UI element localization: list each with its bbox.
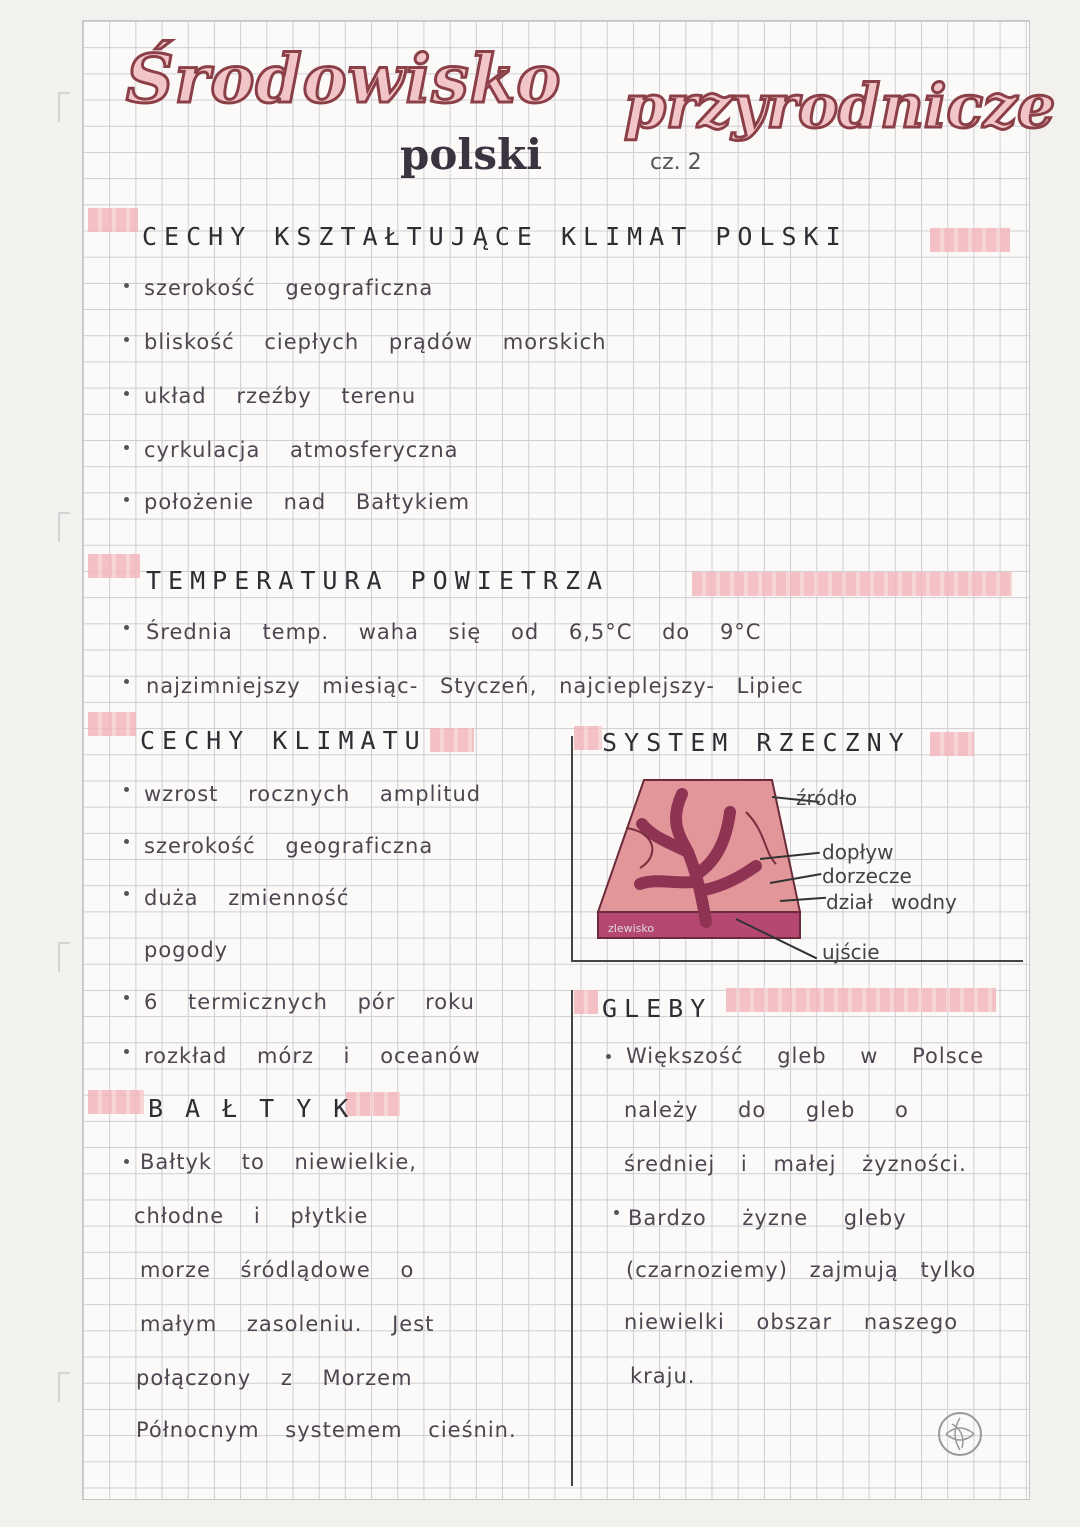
globe-icon <box>938 1412 982 1456</box>
bullet <box>124 625 129 630</box>
list-item-continuation: pogody <box>144 938 229 962</box>
paragraph-line: Bardzo żyzne gleby <box>628 1206 907 1230</box>
bullet <box>124 679 129 684</box>
paragraph-line: Północnym systemem cieśnin. <box>136 1418 517 1442</box>
list-item: szerokość geograficzna <box>144 834 434 858</box>
label-watershed: dział wodny <box>826 890 957 914</box>
list-item: cyrkulacja atmosferyczna <box>144 438 459 462</box>
bullet <box>606 1054 611 1059</box>
bullet <box>124 891 129 896</box>
page-mark <box>58 1372 70 1402</box>
bullet <box>124 283 129 288</box>
paragraph-line: połączony z Morzem <box>136 1366 413 1390</box>
bullet <box>124 445 129 450</box>
paragraph-line: chłodne i płytkie <box>134 1204 369 1228</box>
section-heading-climate-features: CECHY KLIMATU <box>140 726 427 755</box>
list-item: Średnia temp. waha się od 6,5°C do 9°C <box>146 620 762 644</box>
bullet <box>124 839 129 844</box>
label-mouth: ujście <box>822 940 880 964</box>
bullet <box>124 337 129 342</box>
subtitle: polski <box>400 130 543 179</box>
bullet <box>124 1159 129 1164</box>
highlight-band <box>574 990 598 1014</box>
highlight-band <box>574 726 602 750</box>
list-item: położenie nad Bałtykiem <box>144 490 471 514</box>
section-heading-baltic: BAŁTYK <box>148 1094 371 1123</box>
page-mark <box>58 942 70 972</box>
list-item: najzimniejszy miesiąc- Styczeń, najcieplejszy- Lipiec <box>146 674 804 698</box>
list-item: układ rzeźby terenu <box>144 384 417 408</box>
label-river-basin: dorzecze <box>822 864 912 888</box>
highlight-band <box>930 228 1010 252</box>
list-item: wzrost rocznych amplitud <box>144 782 482 806</box>
page-mark <box>58 512 70 542</box>
divider <box>571 990 573 1486</box>
list-item: duża zmienność <box>144 886 350 910</box>
paragraph-line: średniej i małej żyzności. <box>624 1152 967 1176</box>
bullet <box>124 787 129 792</box>
list-item: rozkład mórz i oceanów <box>144 1044 481 1068</box>
diagram-estuary-label: zlewisko <box>608 922 655 935</box>
bullet <box>124 995 129 1000</box>
section-heading-soils: GLEBY <box>602 994 713 1023</box>
divider <box>571 960 1023 962</box>
label-tributary: dopływ <box>822 840 894 864</box>
paragraph-line: należy do gleb o <box>624 1098 909 1122</box>
part-number: cz. 2 <box>650 150 702 175</box>
highlight-band <box>726 988 996 1012</box>
bullet <box>124 497 129 502</box>
section-heading-river-system: SYSTEM RZECZNY <box>602 728 911 757</box>
section-heading-climate-factors: CECHY KSZTAŁTUJĄCE KLIMAT POLSKI <box>142 222 848 251</box>
highlight-band <box>88 554 140 578</box>
paragraph-line: (czarnoziemy) zajmują tylko <box>626 1258 977 1282</box>
paragraph-line: małym zasoleniu. Jest <box>140 1312 435 1336</box>
section-heading-temperature: TEMPERATURA POWIETRZA <box>146 566 610 595</box>
highlight-band <box>692 572 1012 596</box>
paragraph-line: Większość gleb w Polsce <box>626 1044 985 1068</box>
paragraph-line: Bałtyk to niewielkie, <box>140 1150 417 1174</box>
list-item: szerokość geograficzna <box>144 276 434 300</box>
highlight-band <box>930 732 974 756</box>
paragraph-line: morze śródlądowe o <box>140 1258 415 1282</box>
bullet <box>124 391 129 396</box>
bullet <box>614 1210 619 1215</box>
page-mark <box>58 92 70 122</box>
highlight-band <box>88 208 138 232</box>
list-item: bliskość ciepłych prądów morskich <box>144 330 607 354</box>
highlight-band <box>88 1090 144 1114</box>
label-source: źródło <box>796 786 858 810</box>
highlight-band <box>88 712 136 736</box>
title-line2: przyrodnicze <box>624 72 1056 142</box>
paragraph-line: kraju. <box>630 1364 696 1388</box>
paragraph-line: niewielki obszar naszego <box>624 1310 959 1334</box>
list-item: 6 termicznych pór roku <box>144 990 475 1014</box>
divider <box>571 736 573 962</box>
title-line1: Środowisko <box>126 40 562 118</box>
highlight-band <box>430 728 474 752</box>
bullet <box>124 1049 129 1054</box>
